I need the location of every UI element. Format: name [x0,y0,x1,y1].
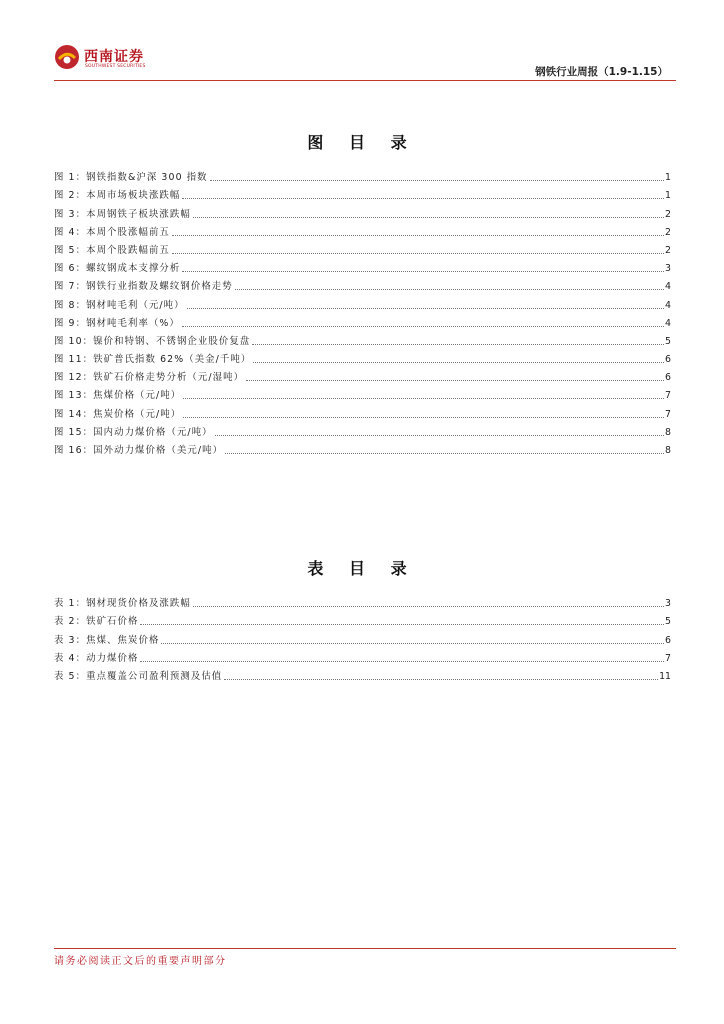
toc-entry-page: 5 [665,335,671,347]
toc-entry[interactable] [54,366,671,384]
toc-entry-label: 图 4：本周个股涨幅前五 [54,226,170,238]
toc-leader-dots [252,344,664,345]
toc-entry-label: 表 4：动力煤价格 [54,652,139,664]
toc-entry[interactable] [54,221,671,239]
toc-entry-page: 4 [665,281,671,293]
toc-entry-label: 图 1：钢铁指数&沪深 300 指数 [54,172,208,184]
toc-entry-label: 图 3：本周钢铁子板块涨跌幅 [54,208,191,220]
toc-entry-label: 图 11：铁矿普氏指数 62%（美金/千吨） [54,354,252,366]
toc-entry-page: 3 [665,263,671,275]
toc-leader-dots [215,435,664,436]
toc-entry-page: 7 [665,652,671,664]
toc-entry[interactable] [54,628,671,646]
toc-entry[interactable] [54,257,671,275]
toc-entry[interactable] [54,275,671,293]
company-name-cn: 西南证券 [84,49,144,65]
toc-leader-dots [210,180,664,181]
toc-entry-page: 4 [665,299,671,311]
toc-entry[interactable] [54,592,671,610]
toc-leader-dots [161,643,664,644]
toc-entry[interactable] [54,439,671,457]
toc-leader-dots [140,661,664,662]
toc-entry-page: 7 [665,390,671,402]
toc-leader-dots [182,198,664,199]
company-name-en: SOUTHWEST SECURITIES [85,64,146,69]
toc-entry[interactable] [54,330,671,348]
toc-entry-page: 6 [665,354,671,366]
toc-leader-dots [182,271,664,272]
toc-entry-label: 表 1：钢材现货价格及涨跌幅 [54,598,191,610]
toc-entry-label: 图 5：本周个股跌幅前五 [54,244,170,256]
toc-entry-page: 7 [665,408,671,420]
toc-entry-page: 8 [665,426,671,438]
toc-leader-dots [187,308,664,309]
figures-toc-title: 图 目 录 [307,133,417,152]
toc-entry-page: 4 [665,317,671,329]
toc-leader-dots [193,217,664,218]
toc-leader-dots [225,453,664,454]
toc-entry[interactable] [54,421,671,439]
toc-entry[interactable] [54,348,671,366]
toc-entry[interactable] [54,239,671,257]
toc-leader-dots [172,235,664,236]
figures-toc-list [54,166,671,457]
toc-leader-dots [253,362,664,363]
toc-entry[interactable] [54,166,671,184]
tables-toc-list [54,592,671,683]
toc-entry-page: 6 [665,372,671,384]
toc-leader-dots [172,253,664,254]
toc-entry-label: 表 2：铁矿石价格 [54,616,139,628]
report-title: 钢铁行业周报（1.9-1.15） [535,66,668,78]
toc-entry-label: 表 3：焦煤、焦炭价格 [54,634,160,646]
tables-toc-title: 表 目 录 [307,559,417,578]
toc-entry-page: 2 [665,226,671,238]
toc-leader-dots [235,289,664,290]
toc-leader-dots [224,679,658,680]
toc-entry-page: 11 [659,670,671,682]
footer-disclaimer: 请务必阅读正文后的重要声明部分 [54,956,227,967]
toc-entry[interactable] [54,665,671,683]
toc-entry-page: 5 [665,616,671,628]
toc-entry[interactable] [54,610,671,628]
toc-entry-label: 图 13：焦煤价格（元/吨） [54,390,182,402]
header-divider [54,80,676,81]
toc-entry-label: 图 15：国内动力煤价格（元/吨） [54,426,213,438]
toc-entry-page: 6 [665,634,671,646]
toc-leader-dots [193,606,664,607]
toc-leader-dots [182,326,664,327]
toc-entry[interactable] [54,184,671,202]
company-logo-icon [54,44,80,70]
toc-entry[interactable] [54,202,671,220]
toc-entry-page: 8 [665,445,671,456]
toc-entry-label: 图 10：镍价和特钢、不锈钢企业股价复盘 [54,335,251,347]
toc-entry[interactable] [54,384,671,402]
toc-entry-label: 图 12：铁矿石价格走势分析（元/湿吨） [54,372,245,384]
toc-entry-label: 表 5：重点覆盖公司盈利预测及估值 [54,670,223,682]
toc-entry-label: 图 6：螺纹钢成本支撑分析 [54,263,181,275]
toc-entry[interactable] [54,647,671,665]
toc-entry-label: 图 8：钢材吨毛利（元/吨） [54,299,185,311]
toc-leader-dots [183,398,664,399]
toc-entry-page: 3 [665,598,671,610]
toc-leader-dots [183,417,664,418]
toc-entry-page: 2 [665,208,671,220]
toc-entry-label: 图 2：本周市场板块涨跌幅 [54,190,181,202]
toc-entry-label: 图 9：钢材吨毛利率（%） [54,317,180,329]
toc-entry-label: 图 16：国外动力煤价格（美元/吨） [54,445,224,456]
toc-leader-dots [246,380,664,381]
toc-entry-label: 图 7：钢铁行业指数及螺纹钢价格走势 [54,281,233,293]
toc-leader-dots [140,624,664,625]
toc-entry-page: 1 [665,172,671,184]
toc-entry[interactable] [54,293,671,311]
footer-divider [54,948,676,949]
toc-entry-page: 2 [665,244,671,256]
toc-entry-page: 1 [665,190,671,202]
toc-entry[interactable] [54,402,671,420]
toc-entry[interactable] [54,312,671,330]
company-logo [54,44,154,74]
toc-entry-label: 图 14：焦炭价格（元/吨） [54,408,182,420]
